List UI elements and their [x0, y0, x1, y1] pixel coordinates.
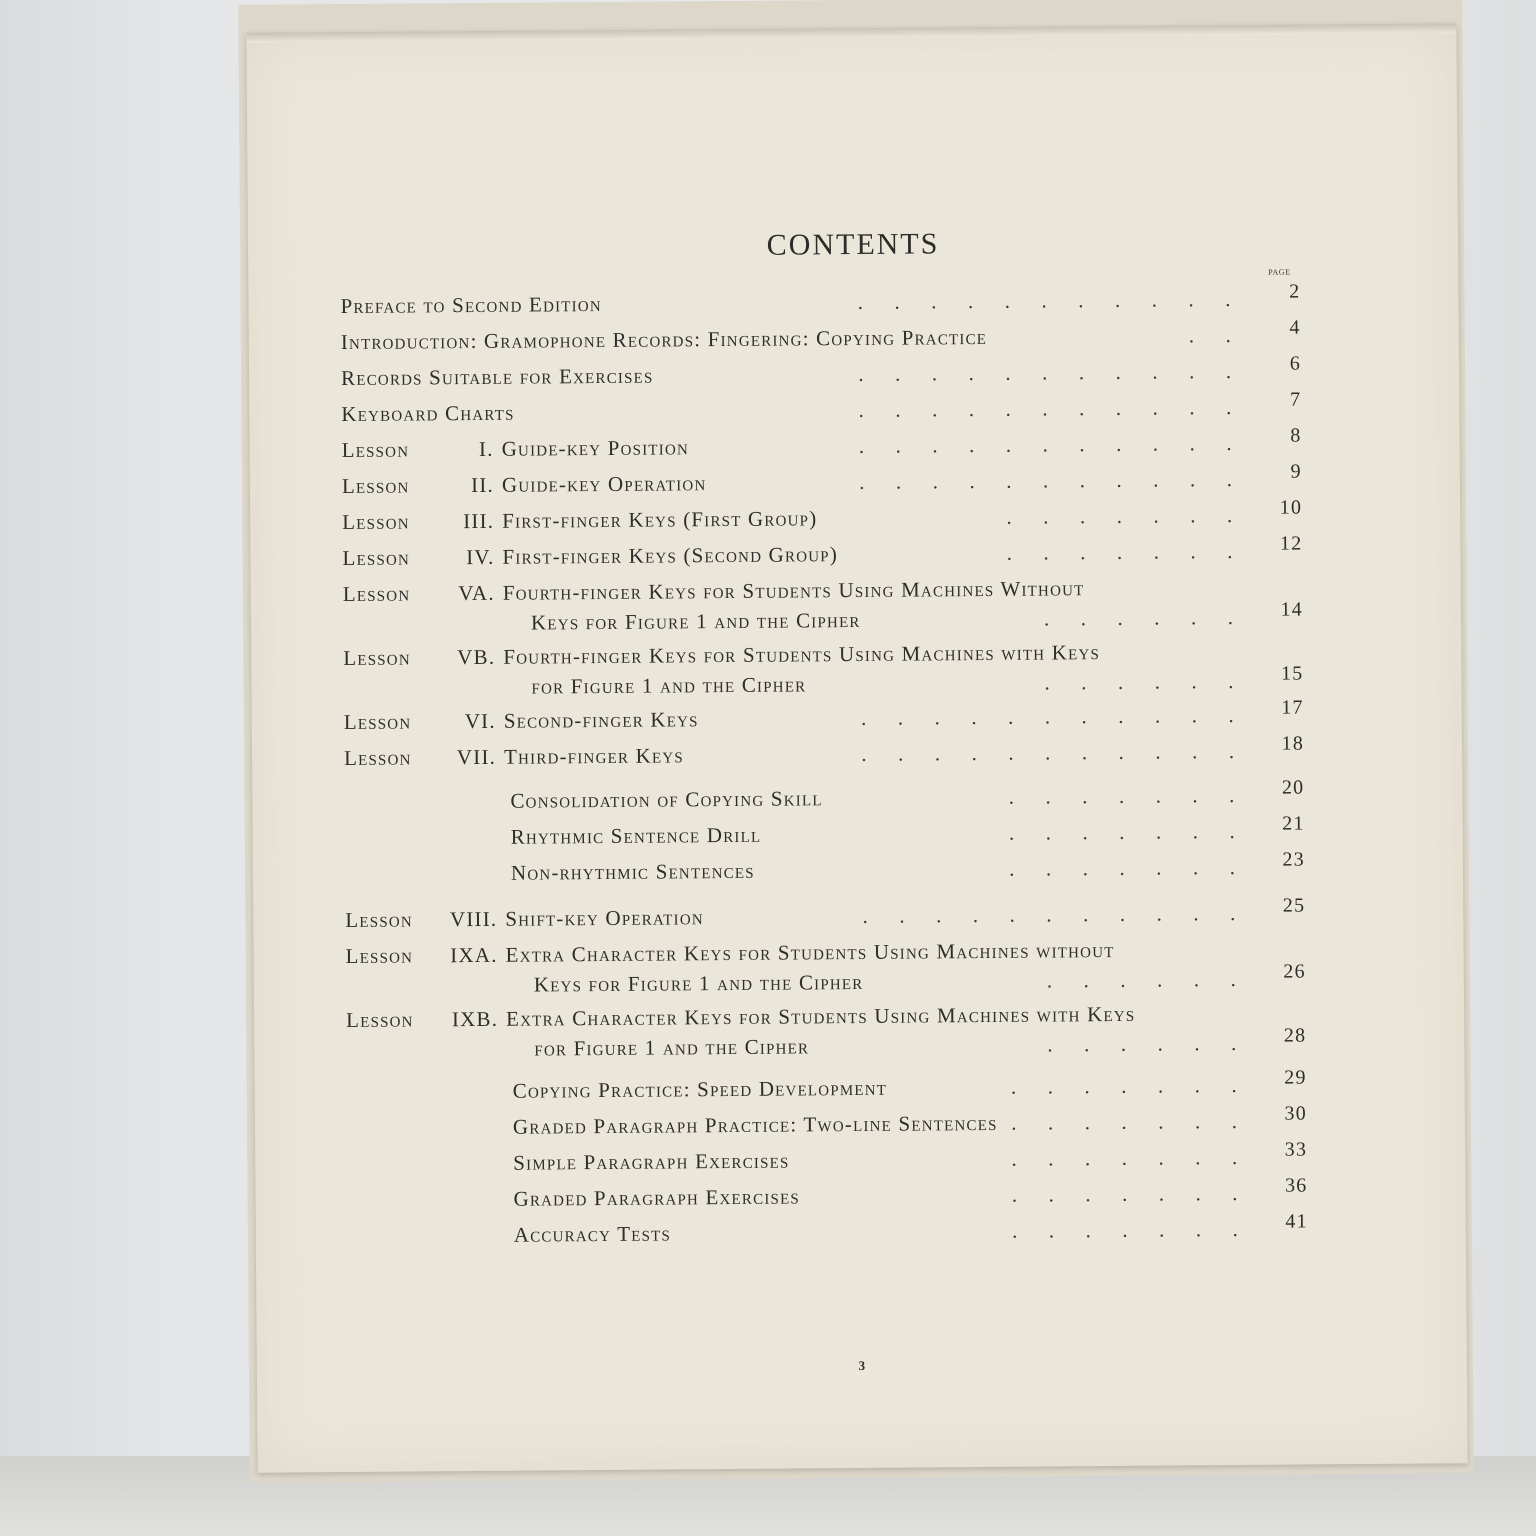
dot-leader: . . . . . . . [1006, 539, 1233, 565]
toc-entry [341, 388, 1302, 427]
toc-entry-title: Non-rhythmic Sentences [510, 858, 755, 885]
toc-entry-title: Simple Paragraph Exercises [513, 1148, 790, 1175]
dot-leader: . . . . . . . [1009, 855, 1236, 881]
toc-entry-title: Keyboard Charts [341, 400, 515, 427]
toc-entry [341, 424, 1302, 463]
toc-entry-title: Shift-key Operation [505, 905, 704, 931]
toc-entry-title: Guide-key Position [501, 435, 690, 461]
dot-leader: . . . . . . . . . . . [858, 395, 1232, 422]
toc-page-number: 12 [1279, 532, 1303, 555]
booklet-page [246, 23, 1467, 1472]
lesson-numeral: I. [478, 436, 494, 461]
dot-leader: . . . . . . . . . . . [861, 739, 1235, 766]
lesson-label: Lesson [341, 437, 410, 463]
toc-entry [343, 732, 1305, 771]
toc-page-number: 7 [1289, 388, 1302, 411]
toc-entry-title-continued: Keys for Figure 1 and the Cipher [533, 969, 864, 997]
lesson-numeral: III. [463, 508, 495, 534]
dot-leader: . . . . . . . . . . . [857, 287, 1231, 314]
toc-entry-title: Extra Character Keys for Students Using Machines with Keys [506, 1001, 1136, 1031]
toc-entry [347, 1066, 1307, 1103]
toc-page-number: 18 [1281, 732, 1305, 755]
toc-entry [347, 1102, 1307, 1139]
dot-leader: . . . . . . . . . . . [860, 703, 1234, 730]
toc-entry [345, 936, 1306, 997]
toc-page-number: 20 [1281, 776, 1305, 799]
lesson-numeral: IXA. [450, 942, 498, 968]
toc-entry-title: Fourth-finger Keys for Students Using Machines with Keys [503, 640, 1101, 669]
toc-entry [344, 776, 1305, 813]
toc-entry [340, 280, 1301, 319]
lesson-label: Lesson [341, 473, 410, 499]
toc-page-number: 17 [1281, 696, 1304, 719]
lesson-label: Lesson [342, 545, 411, 571]
toc-page-number: 25 [1282, 894, 1306, 917]
lesson-numeral: VB. [457, 644, 496, 670]
toc-entry-title: Graded Paragraph Practice: Two-line Sentences [512, 1110, 998, 1139]
toc-page-number: 28 [1283, 1024, 1307, 1047]
toc-entry [345, 812, 1305, 849]
toc-page-number: 23 [1282, 848, 1305, 871]
table-of-contents [340, 280, 1308, 1247]
toc-entry-title: Preface to Second Edition [340, 291, 602, 319]
toc-entry [346, 1000, 1307, 1061]
toc-entry-title: Rhythmic Sentence Drill [510, 822, 762, 849]
dot-leader: . . . . . . [1043, 605, 1234, 631]
toc-page-number: 10 [1279, 496, 1303, 519]
dot-leader: . . . . . . [1047, 1031, 1237, 1057]
dot-leader: . . . . . . . [1008, 783, 1235, 809]
dot-leader: . . . . . . . [1011, 1217, 1238, 1243]
dot-leader: . . [1188, 323, 1231, 348]
toc-entry-title: Guide-key Operation [501, 471, 707, 497]
dot-leader: . . . . . . . . . . . [859, 467, 1232, 494]
toc-page-number: 6 [1289, 352, 1302, 375]
toc-entry [342, 532, 1303, 571]
lesson-numeral: VI. [464, 708, 496, 734]
lesson-label: Lesson [343, 645, 411, 671]
toc-entry-title: Second-finger Keys [503, 707, 699, 733]
toc-entry [345, 894, 1306, 933]
toc-entry [341, 460, 1302, 499]
toc-page-number: 8 [1290, 424, 1302, 447]
dot-leader: . . . . . . . [1011, 1181, 1238, 1207]
toc-entry [345, 848, 1305, 885]
lesson-numeral: VII. [456, 744, 497, 770]
page-column-label: PAGE [1268, 267, 1291, 277]
toc-entry-title: Graded Paragraph Exercises [513, 1184, 801, 1211]
toc-page-number: 14 [1280, 598, 1304, 621]
toc-entry-title: First-finger Keys (Second Group) [502, 542, 839, 569]
lesson-label: Lesson [345, 943, 414, 969]
toc-entry [347, 1174, 1308, 1211]
toc-page-number: 9 [1290, 460, 1302, 483]
dot-leader: . . . . . . . . . . . [858, 359, 1232, 386]
toc-entry-title: Consolidation of Copying Skill [510, 786, 823, 813]
toc-entry [340, 316, 1301, 355]
toc-page-number: 2 [1289, 280, 1301, 303]
dot-leader: . . . . . . . . . . . [862, 901, 1236, 928]
toc-page-number: 26 [1283, 960, 1306, 983]
toc-entry-title: Copying Practice: Speed Development [512, 1075, 888, 1103]
toc-entry-title: Fourth-finger Keys for Students Using Machines Without [502, 576, 1085, 605]
dot-leader: . . . . . . . . . . . [858, 431, 1232, 458]
dot-leader: . . . . . . . [1011, 1145, 1238, 1171]
toc-entry [340, 352, 1302, 391]
toc-entry-title: Introduction: Gramophone Records: Fingering: Copying Practice [340, 324, 988, 355]
lesson-numeral: VA. [458, 580, 495, 606]
dot-leader: . . . . . . . [1008, 819, 1235, 845]
lesson-numeral: IV. [466, 544, 495, 570]
lesson-label: Lesson [345, 907, 413, 933]
dot-leader: . . . . . . . [1006, 503, 1233, 529]
toc-entry [348, 1210, 1308, 1247]
lesson-label: Lesson [343, 745, 412, 771]
toc-entry [343, 638, 1304, 699]
lesson-label: Lesson [342, 509, 410, 535]
toc-page-number: 41 [1285, 1210, 1308, 1233]
dot-leader: . . . . . . . [1011, 1109, 1238, 1135]
toc-entry-title: Extra Character Keys for Students Using Machines without [505, 937, 1115, 967]
toc-page-number: 21 [1282, 812, 1305, 835]
dot-leader: . . . . . . . [1010, 1073, 1237, 1099]
toc-entry [342, 496, 1303, 535]
lesson-label: Lesson [343, 709, 412, 735]
toc-entry [343, 696, 1304, 735]
toc-page-number: 4 [1289, 316, 1301, 339]
dot-leader: . . . . . . [1046, 967, 1236, 993]
toc-entry-title-continued: for Figure 1 and the Cipher [534, 1034, 810, 1061]
toc-entry-title-continued: for Figure 1 and the Cipher [531, 672, 807, 699]
page-number: 3 [858, 1357, 866, 1374]
toc-entry-title: Records Suitable for Exercises [340, 363, 654, 391]
toc-page-number: 33 [1284, 1138, 1308, 1161]
toc-entry [347, 1138, 1308, 1175]
toc-entry-title: First-finger Keys (First Group) [502, 506, 818, 533]
page-title: CONTENTS [766, 227, 940, 262]
lesson-numeral: II. [470, 472, 495, 498]
toc-entry-title-continued: Keys for Figure 1 and the Cipher [530, 607, 861, 635]
toc-entry [342, 574, 1304, 635]
toc-page-number: 15 [1280, 662, 1304, 685]
lesson-numeral: VIII. [449, 906, 498, 932]
toc-page-number: 29 [1284, 1066, 1307, 1089]
lesson-numeral: IXB. [451, 1006, 499, 1032]
dot-leader: . . . . . . [1044, 669, 1234, 695]
toc-page-number: 36 [1284, 1174, 1308, 1197]
toc-entry-title: Third-finger Keys [503, 743, 684, 769]
lesson-label: Lesson [346, 1007, 414, 1033]
toc-page-number: 30 [1284, 1102, 1307, 1125]
lesson-label: Lesson [342, 581, 411, 607]
toc-entry-title: Accuracy Tests [513, 1221, 672, 1247]
